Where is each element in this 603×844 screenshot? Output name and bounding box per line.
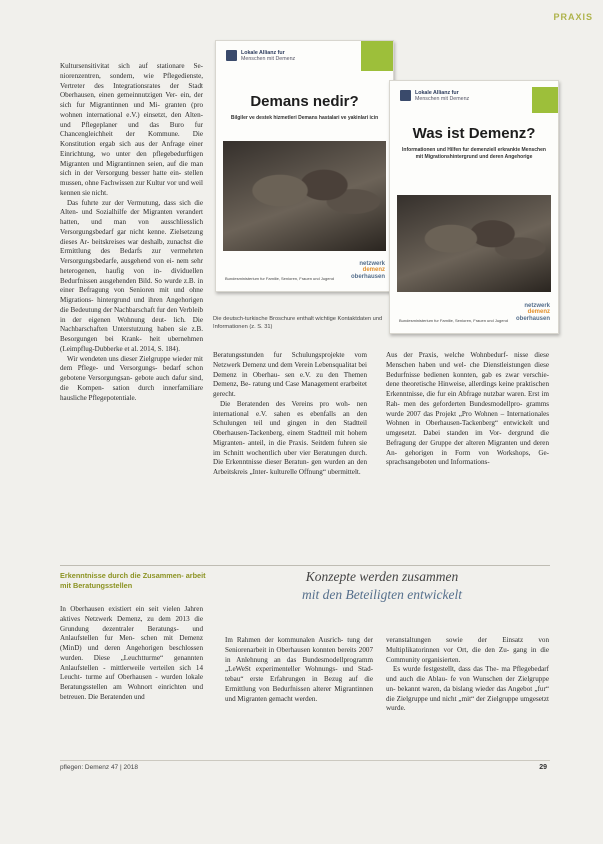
footer-rule bbox=[60, 760, 550, 761]
brochure-logo bbox=[400, 90, 469, 102]
headline-line: Konzepte werden zusammen bbox=[305, 569, 459, 584]
logo-line: Lokale Allianz fur bbox=[415, 90, 459, 96]
logo-line: Menschen mit Demenz bbox=[241, 56, 296, 63]
network-logo-line: demenz bbox=[362, 267, 385, 273]
logo-line: Lokale Allianz fur bbox=[241, 50, 285, 56]
paragraph: In Oberhausen existiert ein seit vielen Jahren aktives Netzwerk Demenz, zu dem 2013 die Grundung dezentraler Beratungs- und Anlaufstellen fur Men- schen mit Demenz (MinD) und deren Angehorigen beschlossen wurden. Diese „Leuchtturme“ genannten Anlaufstellen - mittlerweile verteilen sich 14 Leucht- turme auf Oberhausen - wurden lokale Beratungsstellen am Wohnort einrichten und betreuen. Die Beratenden und bbox=[60, 605, 203, 701]
network-logo-line: oberhausen bbox=[350, 273, 385, 280]
paragraph: Es wurde festgestellt, dass das The- ma Pflegebedarf und auch die Ablau- fe von Wunschen der Zielgruppe un- bekannt waren, da bislang wieder das Angebot „fur“ die Zielgruppe und nicht „mit“ der Zielgruppe umgesetzt wurde. bbox=[386, 665, 549, 713]
alliance-logo-icon bbox=[400, 90, 411, 101]
brochure-ministry: Bundesministerium fur Familie, Senioren, Frauen und Jugend bbox=[399, 318, 508, 323]
text-column-right-bottom bbox=[386, 636, 549, 714]
text-column-left-bottom bbox=[60, 605, 203, 703]
network-logo-line: netzwerk bbox=[524, 302, 550, 309]
paragraph: Kultursensitivitat sich auf stationare Se- niorenzentren, sondern, wie Pflegedienste, Vertreter des Integrationsrates der Stadt Oberhausen, einen gemeinnutzigen Ver- ein, der sich fur Migrantinnen und Mi- granten (pro wohnen international e.V.) einsetzt, den Alten- und Pflegeplaner und das Buro fur Chancengleichheit der Kommune. Die Konstitution ergab sich aus der Anfrage einer Einrichtung, wo unter den pflegebedurftigen Migranten und Migrantinnen seien, auf die man sich in der Versorgung besser hatte ein- stellen mussen, ohne Fachwissen zur Kultur vor und weil kennen sie nicht. bbox=[60, 62, 203, 197]
network-logo-line: oberhausen bbox=[515, 315, 550, 322]
brochure-title: Was ist Demenz? bbox=[412, 125, 536, 142]
text-column-right-top bbox=[386, 351, 549, 468]
paragraph: Im Rahmen der kommunalen Ausrich- tung der Seniorenarbeit in Oberhausen konnten bereits 2007 in Anlehnung an das Bundesmodellprogramm „LeWeSt experimenteller Wohnungs- und Stad- tebau“ erste Erfahrungen in Bezug auf die Ermittlung von Bedurfnissen alterer Migrantinnen und Migranten gemacht werden. bbox=[225, 636, 373, 703]
headline-line: mit den Beteiligten entwickelt bbox=[301, 587, 463, 602]
paragraph: Die Beratenden des Vereins pro woh- nen international e.V. sahen es ebenfalls an den Schulungen teil und gingen in den Stadtteil Oberhausen-Tackenberg, einem Stadtteil mit hohem Migranten- anteil, in die Praxis. Seitdem fuhren sie im Schnitt wochentlich uber vier Beratungen durch. Die Erkenntnisse dieser Beratun- gen wurden an den Arbeitskreis „Inter- kulturelle Offnung“ ubermittelt. bbox=[213, 399, 367, 476]
brochure-photo bbox=[397, 195, 551, 292]
paragraph: Das fuhrte zur der Vermutung, dass sich die Alten- und Sozialhilfe der Migranten verandert hatten, und man von ausschliesslich Versorgungsbedarf gar nicht kenne. Zielsetzung dieses Ar- beitskreises war deshalb, zunachst die Ermittlung des Bedarfs zur vermehrten Versorgungsbedarfe, ausgehend von ei- nem sehr heterogenen, haufig von in- dividuellen Bedurfnissen ausgehenden Bild. So wurde z.B. in einer Befragung von Senioren mit und ohne Migrations- hintergrund und ihren Angehorigen die Bedeutung der Nachbarschaft fur den Verbleib in der eigenen Wohnung deut- lich. Die Nachbarschaften Unterstutzung haben sie z.B. Besorgungen bei Krank- heit ubernehmen (Leimpflug-Dubberke et al. 2014, S. 184). bbox=[60, 198, 203, 353]
text-column-left-top bbox=[60, 62, 203, 403]
brochure-ministry: Bundesministerium fur Familie, Senioren, Frauen und Jugend bbox=[225, 276, 334, 281]
network-logo bbox=[516, 303, 550, 323]
brochure-photo bbox=[223, 141, 386, 251]
figure-caption: Die deutsch-turkische Broschure enthalt wichtige Kontaktdaten und Informationen (z. S. 31) bbox=[213, 316, 383, 330]
logo-line: Menschen mit Demenz bbox=[415, 96, 470, 103]
brochure-green-block bbox=[532, 87, 558, 113]
brochure-subtitle: Bilgiler ve destek hizmetleri Demans hastalari ve yakinlari icin bbox=[230, 115, 379, 121]
paragraph: Beratungsstunden fur Schulungsprojekte vom Netzwerk Demenz und dem Verein Lebensqualitat bei Demenz in Oberhau- sen e.V. zu den Themen Demenz, Be- ratung und Case Management erarbeitet gerecht. bbox=[213, 351, 367, 398]
alliance-logo-icon bbox=[226, 50, 237, 61]
paragraph: Wir wendeten uns dieser Zielgruppe wieder mit dem Pflege- und Versorgungs- bedarf schon gebotene Versorgungsan- gebote auch dafur sind, die Kompen- sation durch innerfamiliare hausliche Pflegepotentiale. bbox=[60, 354, 203, 402]
subheading: Erkenntnisse durch die Zusammen- arbeit mit Beratungsstellen bbox=[60, 571, 206, 590]
network-logo-line: netzwerk bbox=[359, 260, 385, 267]
brochure-turkish bbox=[215, 40, 394, 292]
brochure-subtitle: Informationen und Hilfen fur demenziell erkrankte Menschen mit Migrationshintergrund und deren Angehorige bbox=[402, 147, 546, 160]
section-tag: PRAXIS bbox=[553, 12, 593, 22]
network-logo-line: demenz bbox=[527, 309, 550, 315]
page-number: 29 bbox=[539, 764, 547, 771]
paragraph: veranstaltungen sowie der Einsatz von Multiplikatorinnen vor Ort, die den Zu- gang in die Community organisierten. bbox=[386, 636, 549, 664]
text-column-middle-bottom bbox=[225, 636, 373, 704]
paragraph: Aus der Praxis, welche Wohnbedurf- nisse diese Menschen haben und wel- che Dienstleistungen diese Bedurfnisse bedienen konnten, gab es zwar verschie- dene theoretische Hinweise, allerdings keine praktischen Erkenntnisse, die fur ein Abfrage nutzbar waren. Erst im Rah- men des geforderten Bundesmodellpro- gramms wurde 2007 das Projekt „Pro Wohnen – Internationales Wohnen in Oberhausen-Tackenberg“ entwickelt und umgesetzt. Dabei standen im Vor- dergrund die Befragung der Gruppe der alteren Migranten und deren An- gehorigen in Form von Workshops, Ge- sprachsangeboten und Informations- bbox=[386, 351, 549, 467]
brochure-green-block bbox=[361, 41, 393, 71]
folio: pflegen: Demenz 47 | 2018 bbox=[60, 764, 138, 771]
text-column-middle-top bbox=[213, 351, 367, 478]
headline bbox=[212, 568, 552, 604]
network-logo bbox=[351, 261, 385, 281]
section-divider bbox=[60, 565, 550, 566]
brochure-title: Demans nedir? bbox=[250, 93, 359, 110]
brochure-german bbox=[389, 80, 559, 334]
brochure-logo bbox=[226, 50, 295, 62]
